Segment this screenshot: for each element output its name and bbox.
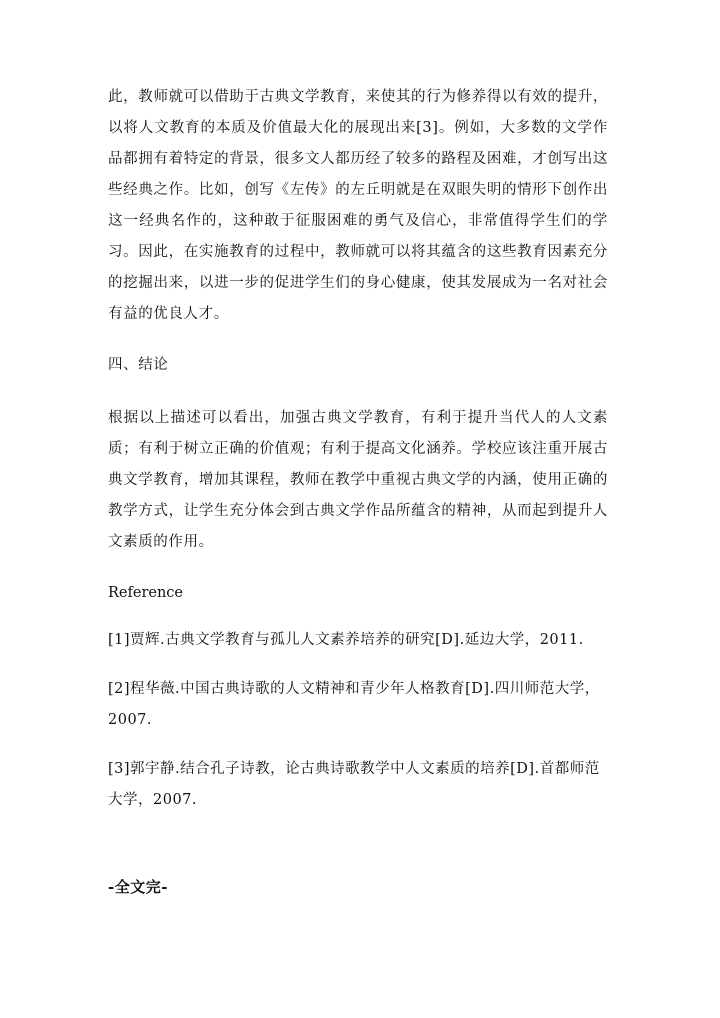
end-of-text-mark: -全文完- [108,878,168,896]
document-body [108,82,608,834]
body-paragraph-2: 根据以上描述可以看出，加强古典文学教育，有利于提升当代人的人文素质；有利于树立正确的价值观；有利于提高文化涵养。学校应该注重开展古典文学教育，增加其课程，教师在教学中重视古典文学的内涵，使用正确的教学方式，让学生充分体会到古典文学作品所蕴含的精神，从而起到提升人文素质的作用。 [108,410,608,550]
reference-item-3: [3]郭宇静.结合孔子诗教，论古典诗歌教学中人文素质的培养[D].首都师范大学，2007. [108,761,600,808]
reference-item-2: [2]程华薇.中国古典诗歌的人文精神和青少年人格教育[D].四川师范大学，2007. [108,681,600,728]
references-title: Reference [108,585,183,601]
body-paragraph-1: 此，教师就可以借助于古典文学教育，来使其的行为修养得以有效的提升，以将人文教育的本质及价值最大化的展现出来[3]。例如，大多数的文学作品都拥有着特定的背景，很多文人都历经了较多的路程及困难，才创写出这些经典之作。比如，创写《左传》的左丘明就是在双眼失明的情形下创作出这一经典名作的，这种敢于征服困难的勇气及信心，非常值得学生们的学习。因此，在实施教育的过程中，教师就可以将其蕴含的这些教育因素充分的挖掘出来，以进一步的促进学生们的身心健康，使其发展成为一名对社会有益的优良人才。 [108,89,608,322]
section-heading-conclusion: 四、结论 [108,357,169,373]
reference-item-1: [1]贾辉.古典文学教育与孤儿人文素养培养的研究[D].延边大学，2011. [108,632,584,648]
